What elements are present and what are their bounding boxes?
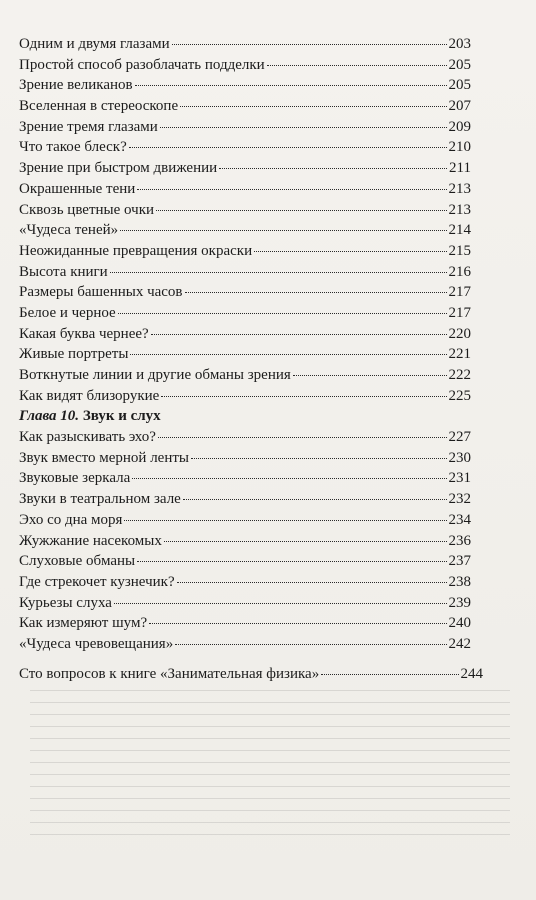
toc-entry — [19, 427, 471, 448]
toc-entry — [19, 593, 471, 614]
dot-leader — [118, 313, 447, 314]
toc-entry-title: «Чудеса теней» — [19, 222, 119, 239]
toc-entry — [19, 200, 471, 221]
toc-entry — [19, 365, 471, 386]
toc-entry — [19, 324, 471, 345]
toc-entry-title: Вселенная в стереоскопе — [19, 98, 179, 115]
toc-entry — [19, 179, 471, 200]
toc-entry-page: 227 — [448, 429, 471, 446]
toc-entry-page: 215 — [448, 242, 471, 259]
dot-leader — [158, 437, 447, 438]
toc-entry-page: 232 — [448, 491, 471, 508]
dot-leader — [185, 292, 447, 293]
toc-entry-title: Белое и черное — [19, 304, 116, 321]
dot-leader — [120, 230, 446, 231]
toc-entry-title: Простой способ разоблачать подделки — [19, 56, 265, 73]
toc-entry-title: Как видят близорукие — [19, 387, 160, 404]
toc-entry-title: Сто вопросов к книге «Занимательная физика» — [19, 666, 320, 682]
toc-entry — [19, 241, 471, 262]
toc-entry — [19, 448, 471, 469]
toc-entry-page: 211 — [449, 160, 471, 177]
toc-entry-title: Сквозь цветные очки — [19, 201, 155, 218]
toc-entry — [19, 55, 471, 76]
toc-entry-title: Эхо со дна моря — [19, 511, 123, 528]
toc-entry-title: Окрашенные тени — [19, 180, 136, 197]
toc-entry-page: 210 — [448, 139, 471, 156]
chapter-label: Глава 10. — [19, 408, 80, 425]
toc-entry-title: Как разыскивать эхо? — [19, 429, 156, 446]
toc-section-sound — [19, 427, 471, 655]
toc-entry-page: 225 — [448, 387, 471, 404]
toc-entry-title: Звуковые зеркала — [19, 470, 131, 487]
toc-entry — [19, 468, 471, 489]
dot-leader — [321, 674, 458, 675]
dot-leader — [130, 354, 446, 355]
toc-entry — [19, 664, 483, 685]
bleed-through-texture — [30, 690, 510, 840]
toc-entry-page: 214 — [448, 222, 471, 239]
dot-leader — [129, 147, 447, 148]
chapter-title: Звук и слух — [82, 408, 161, 425]
toc-entry-title: Жужжание насекомых — [19, 532, 162, 549]
toc-entry-page: 240 — [448, 615, 471, 632]
toc-entry-title: Какая буква чернее? — [19, 325, 149, 342]
toc-entry — [19, 303, 471, 324]
toc-entry-page: 222 — [448, 367, 471, 383]
dot-leader — [151, 334, 447, 335]
toc-entry-page: 238 — [448, 573, 471, 590]
dot-leader — [164, 541, 447, 542]
toc-entry-title: Одним и двумя глазами — [19, 36, 170, 52]
toc-entry-page: 205 — [448, 56, 471, 73]
toc-entry-page: 239 — [448, 594, 471, 611]
toc-entry-page: 220 — [448, 325, 471, 342]
dot-leader — [191, 458, 447, 459]
toc-entry-page: 217 — [448, 284, 471, 301]
toc-entry-page: 217 — [448, 304, 471, 321]
toc-section-vision — [19, 34, 471, 406]
dot-leader — [219, 168, 447, 169]
toc-entry-title: Размеры башенных часов — [19, 284, 183, 301]
toc-entry — [19, 137, 471, 158]
toc-entry-page: 234 — [448, 511, 471, 528]
toc-entry — [19, 572, 471, 593]
toc-entry-page: 244 — [460, 666, 483, 682]
dot-leader — [177, 582, 447, 583]
toc-entry-page: 203 — [448, 36, 471, 52]
toc-entry — [19, 220, 471, 241]
toc-entry-page: 209 — [448, 118, 471, 135]
toc-entry-page: 221 — [448, 346, 471, 363]
toc-entry — [19, 117, 471, 138]
toc-entry-title: Курьезы слуха — [19, 594, 112, 611]
toc-entry-title: Звук вместо мерной ленты — [19, 449, 189, 466]
toc-entry-title: Зрение при быстром движении — [19, 160, 218, 177]
toc-entry — [19, 34, 471, 55]
toc-entry-title: Высота книги — [19, 263, 108, 280]
toc-entry-title: Как измеряют шум? — [19, 615, 148, 632]
dot-leader — [161, 396, 446, 397]
toc-entry-page: 231 — [448, 470, 471, 487]
toc-entry-title: Живые портреты — [19, 346, 129, 363]
dot-leader — [183, 499, 447, 500]
toc-entry — [19, 489, 471, 510]
toc-entry-page: 230 — [448, 449, 471, 466]
dot-leader — [135, 85, 447, 86]
toc-entry — [19, 531, 471, 552]
dot-leader — [124, 520, 446, 521]
toc-entry-title: «Чудеса чревовещания» — [19, 635, 174, 652]
toc-entry-page: 242 — [448, 635, 471, 652]
dot-leader — [156, 210, 446, 211]
toc-entry-page: 213 — [448, 201, 471, 218]
dot-leader — [175, 644, 446, 645]
dot-leader — [137, 189, 446, 190]
table-of-contents — [19, 34, 471, 655]
dot-leader — [254, 251, 446, 252]
toc-entry-page: 216 — [448, 263, 471, 280]
toc-entry-title: Слуховые обманы — [19, 553, 136, 570]
final-entry — [19, 664, 483, 685]
chapter-heading — [19, 406, 471, 427]
toc-entry-page: 237 — [448, 553, 471, 570]
dot-leader — [172, 44, 447, 45]
toc-entry — [19, 158, 471, 179]
toc-entry-title: Зрение великанов — [19, 77, 133, 94]
dot-leader — [137, 561, 446, 562]
toc-entry-page: 213 — [448, 180, 471, 197]
toc-entry — [19, 510, 471, 531]
dot-leader — [267, 65, 447, 66]
toc-entry — [19, 634, 471, 655]
dot-leader — [180, 106, 446, 107]
toc-entry-title: Где стрекочет кузнечик? — [19, 573, 175, 590]
dot-leader — [110, 272, 447, 273]
toc-entry — [19, 386, 471, 407]
toc-entry-title: Воткнутые линии и другие обманы зрения — [19, 367, 291, 383]
toc-entry-page: 236 — [448, 532, 471, 549]
dot-leader — [114, 603, 447, 604]
toc-entry — [19, 96, 471, 117]
toc-entry — [19, 75, 471, 96]
toc-entry — [19, 551, 471, 572]
toc-entry-title: Что такое блеск? — [19, 139, 127, 156]
toc-entry — [19, 344, 471, 365]
dot-leader — [132, 478, 446, 479]
toc-entry-page: 207 — [448, 98, 471, 115]
dot-leader — [149, 623, 446, 624]
dot-leader — [160, 127, 447, 128]
toc-entry — [19, 262, 471, 283]
dot-leader — [293, 375, 447, 376]
toc-entry — [19, 613, 471, 634]
toc-entry-title: Звуки в театральном зале — [19, 491, 181, 508]
toc-entry-title: Неожиданные превращения окраски — [19, 242, 253, 259]
toc-entry-page: 205 — [448, 77, 471, 94]
toc-entry — [19, 282, 471, 303]
toc-entry-title: Зрение тремя глазами — [19, 118, 158, 135]
